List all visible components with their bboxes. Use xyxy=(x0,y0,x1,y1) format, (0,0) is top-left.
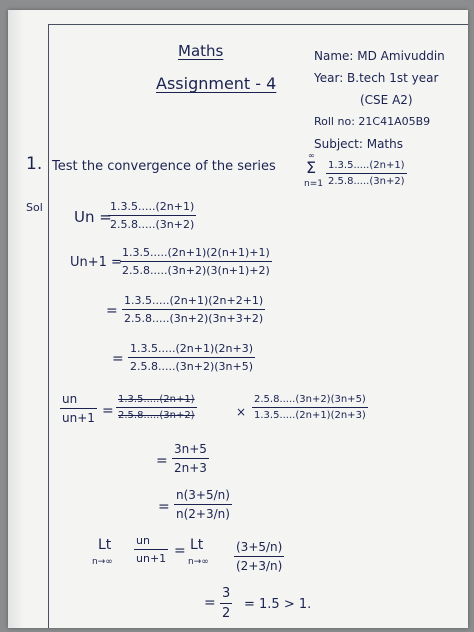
student-year: Year: B.tech 1st year xyxy=(314,71,439,85)
un1-denominator: 2.5.8.....(3n+2)(3(n+1)+2) xyxy=(122,264,270,277)
question-term-denominator: 2.5.8.....(3n+2) xyxy=(328,176,405,187)
equals-sign: = xyxy=(112,351,124,367)
equals-sign: = xyxy=(156,453,168,469)
student-section: (CSE A2) xyxy=(360,93,413,107)
sigma-upper: ∞ xyxy=(308,151,315,160)
equals-sign: = xyxy=(174,543,186,559)
limit2-lt: Lt xyxy=(190,537,204,553)
page-top-rule xyxy=(48,24,468,25)
ratio-fraction-a xyxy=(116,394,197,421)
equals-sign: = xyxy=(102,403,114,419)
ratio-b-denominator: 1.3.5.....(2n+1)(2n+3) xyxy=(254,410,366,421)
step4-fraction xyxy=(174,488,232,521)
limit2-fraction xyxy=(234,540,284,573)
ratio-a-denominator: 2.5.8.....(3n+2) xyxy=(118,410,195,421)
step4-denominator: n(2+3/n) xyxy=(176,507,230,521)
step4-numerator: n(3+5/n) xyxy=(176,488,230,502)
step1-fraction xyxy=(122,294,265,325)
sigma-lower: n=1 xyxy=(304,179,323,189)
page-margin-rule xyxy=(48,24,49,628)
equals-sign: = xyxy=(106,303,118,319)
un-numerator: 1.3.5.....(2n+1) xyxy=(110,200,195,213)
ratio-fraction-b xyxy=(252,394,368,421)
step1-numerator: 1.3.5.....(2n+1)(2n+2+1) xyxy=(124,294,264,307)
step1-denominator: 2.5.8.....(3n+2)(3n+3+2) xyxy=(124,312,264,325)
question-term-numerator: 1.3.5.....(2n+1) xyxy=(328,160,405,171)
un-denominator: 2.5.8.....(3n+2) xyxy=(110,218,195,231)
step3-numerator: 3n+5 xyxy=(174,442,207,456)
step3-denominator: 2n+3 xyxy=(174,461,207,475)
step2-denominator: 2.5.8.....(3n+2)(3n+5) xyxy=(130,360,254,373)
subject-title: Maths xyxy=(178,42,224,60)
question-number: 1. xyxy=(26,154,43,174)
limit2-subscript: n→∞ xyxy=(188,557,209,567)
ratio-b-numerator: 2.5.8.....(3n+2)(3n+5) xyxy=(254,394,366,405)
equals-sign: = xyxy=(158,499,170,515)
student-rollno: Roll no: 21C41A05B9 xyxy=(314,115,431,128)
times-sign: × xyxy=(236,405,247,419)
final-fraction xyxy=(220,586,232,621)
limit-lt: Lt xyxy=(98,537,112,553)
limit-denominator: un+1 xyxy=(136,552,167,565)
assignment-title: Assignment - 4 xyxy=(156,74,277,93)
question-text: Test the convergence of the series xyxy=(52,159,276,174)
limit2-numerator: (3+5/n) xyxy=(236,540,283,554)
un-lhs: Un = xyxy=(74,208,112,226)
limit2-denominator: (2+3/n) xyxy=(236,559,283,573)
un1-lhs: Un+1 = xyxy=(70,255,122,270)
step2-fraction xyxy=(128,342,255,373)
equals-sign: = xyxy=(204,595,216,611)
step2-numerator: 1.3.5.....(2n+1)(2n+3) xyxy=(130,342,254,355)
student-name: Name: MD Amivuddin xyxy=(314,49,445,63)
final-denominator: 2 xyxy=(222,606,231,621)
final-result: = 1.5 > 1. xyxy=(244,597,312,612)
limit-fraction xyxy=(134,534,168,565)
sigma-symbol: Σ xyxy=(306,158,317,177)
student-subject: Subject: Maths xyxy=(314,137,403,151)
question-term xyxy=(326,160,407,187)
un1-fraction xyxy=(120,246,272,277)
solution-label: Sol xyxy=(26,201,43,214)
un1-numerator: 1.3.5.....(2n+1)(2(n+1)+1) xyxy=(122,246,270,259)
ratio-numerator: un xyxy=(62,392,78,406)
ratio-denominator: un+1 xyxy=(62,411,95,425)
final-numerator: 3 xyxy=(222,586,231,601)
ratio-lhs xyxy=(60,392,97,425)
notebook-page xyxy=(8,10,468,628)
un-fraction xyxy=(108,200,196,231)
ratio-a-numerator: 1.3.5.....(2n+1) xyxy=(118,394,195,405)
limit-numerator: un xyxy=(136,534,150,547)
limit-subscript: n→∞ xyxy=(92,557,113,567)
step3-fraction xyxy=(172,442,209,475)
